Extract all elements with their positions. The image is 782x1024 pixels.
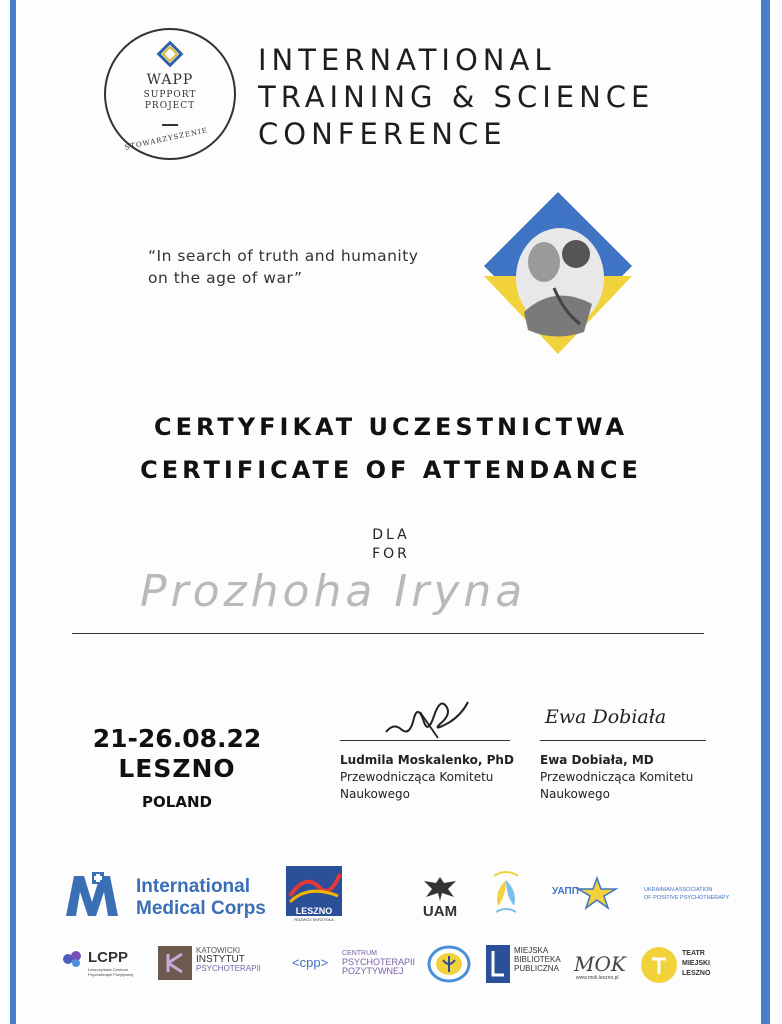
ukraine-emblem-image — [484, 192, 632, 360]
recipient-underline — [72, 633, 704, 634]
cpp-line2: PSYCHOTERAPII — [342, 957, 416, 967]
leszno-logo-text: LESZNO — [286, 906, 342, 916]
event-dates: 21-26.08.22 — [92, 724, 262, 753]
imc-logo-text — [136, 876, 266, 920]
lcpp-sub — [88, 967, 133, 977]
uam-logo-text: UAM — [422, 903, 458, 920]
cpp-text: cpp — [299, 955, 321, 970]
teatr-line1: TEATR — [682, 950, 705, 957]
signature-line-1 — [340, 740, 510, 741]
wapp-logo — [104, 28, 236, 160]
library-line1: MIEJSKA — [514, 946, 549, 955]
kip-text — [196, 946, 261, 973]
signer-1-name: Ludmila Moskalenko, PhD — [340, 753, 514, 767]
for-label-en: FOR — [372, 546, 410, 562]
certificate-title-en: CERTIFICATE OF ATTENDANCE — [140, 456, 642, 484]
uapp-desc-line2: OF POSITIVE PSYCHOTHERAPY — [644, 895, 730, 901]
cpp-line3: POZYTYWNEJ — [342, 966, 404, 976]
lcpp-logo-text: LCPP — [88, 949, 129, 966]
signer-1-role-line1: Przewodnicząca Komitetu — [340, 770, 494, 784]
imc-line2: Medical Corps — [136, 898, 266, 919]
signature-line-2 — [540, 740, 706, 741]
uapp-desc — [644, 886, 729, 902]
library-text — [514, 946, 561, 973]
leaf-logo-icon — [486, 866, 526, 920]
imc-logo-icon — [66, 872, 130, 916]
kip-line1: KATOWICKI — [196, 946, 241, 955]
uapp-desc-line1: UKRAINIAN ASSOCIATION — [644, 887, 713, 893]
wapp-line2: SUPPORT — [143, 90, 197, 100]
certificate-title-pl: CERTYFIKAT UCZESTNICTWA — [153, 413, 629, 441]
wapp-arc-text: STOWARZYSZENIE — [124, 126, 209, 152]
wapp-mark-icon — [156, 40, 184, 68]
kip-line2: INSTYTUT — [196, 954, 245, 965]
cpp-logo-text: <cpp> — [292, 955, 329, 970]
library-logo-icon — [486, 945, 510, 983]
wapp-divider — [162, 124, 178, 126]
library-line2: BIBLIOTEKA — [514, 955, 561, 964]
signature-dobiala: Ewa Dobiała — [545, 706, 667, 728]
teatr-line3: LESZNO — [682, 970, 711, 977]
kip-logo-icon — [158, 946, 192, 980]
event-country: POLAND — [142, 793, 212, 811]
cpp-desc — [342, 949, 415, 976]
lcpp-mark-icon — [62, 950, 86, 968]
wapp-line2-3 — [106, 90, 234, 112]
signer-2-role-line2: Naukowego — [540, 787, 610, 801]
conference-line3: CONFERENCE — [258, 117, 507, 151]
lcpp-sub-line2: Psychoterapii Pozytywnej — [88, 972, 134, 977]
motto-line2: on the age of war” — [148, 269, 303, 287]
signer-1 — [340, 752, 514, 803]
teatr-logo-icon — [640, 946, 678, 984]
leszno-logo-subtext: ROZWÓJ SKRZYDŁA — [294, 917, 334, 922]
mok-url: www.mok.leszno.pl — [576, 975, 619, 981]
teatr-text — [682, 949, 710, 979]
psyche-logo-icon — [426, 944, 472, 984]
signature-moskalenko — [380, 692, 472, 742]
uam-eagle-icon — [420, 873, 460, 903]
event-city: LESZNO — [118, 754, 236, 783]
conference-line1: INTERNATIONAL — [258, 43, 556, 77]
signer-2-name: Ewa Dobiała, MD — [540, 753, 654, 767]
motto-line1: “In search of truth and humanity — [148, 247, 419, 265]
left-border — [10, 0, 16, 1024]
signer-2-role-line1: Przewodnicząca Komitetu — [540, 770, 694, 784]
recipient-name: Prozhoha Iryna — [140, 566, 527, 617]
uapp-logo-text: УАПП — [552, 886, 579, 897]
uapp-star-icon — [576, 876, 618, 910]
teatr-line2: MIEJSKI — [682, 960, 711, 967]
signer-2 — [540, 752, 693, 803]
imc-line1: International — [136, 876, 251, 897]
wapp-line3: PROJECT — [144, 101, 196, 111]
library-line3: PUBLICZNA — [514, 964, 559, 973]
lcpp-sub-line1: Leszczyńskie Centrum — [88, 967, 129, 972]
wapp-line1: WAPP — [146, 72, 194, 88]
conference-line2: TRAINING & SCIENCE — [258, 80, 655, 114]
signer-1-role-line2: Naukowego — [340, 787, 410, 801]
conference-title — [258, 42, 654, 153]
right-border — [761, 0, 770, 1024]
motto — [148, 245, 418, 289]
mok-logo-text: MOK — [574, 952, 626, 976]
for-label-pl: DLA — [372, 527, 410, 543]
kip-line3: PSYCHOTERAPII — [196, 964, 261, 973]
cpp-line1: CENTRUM — [342, 950, 377, 957]
